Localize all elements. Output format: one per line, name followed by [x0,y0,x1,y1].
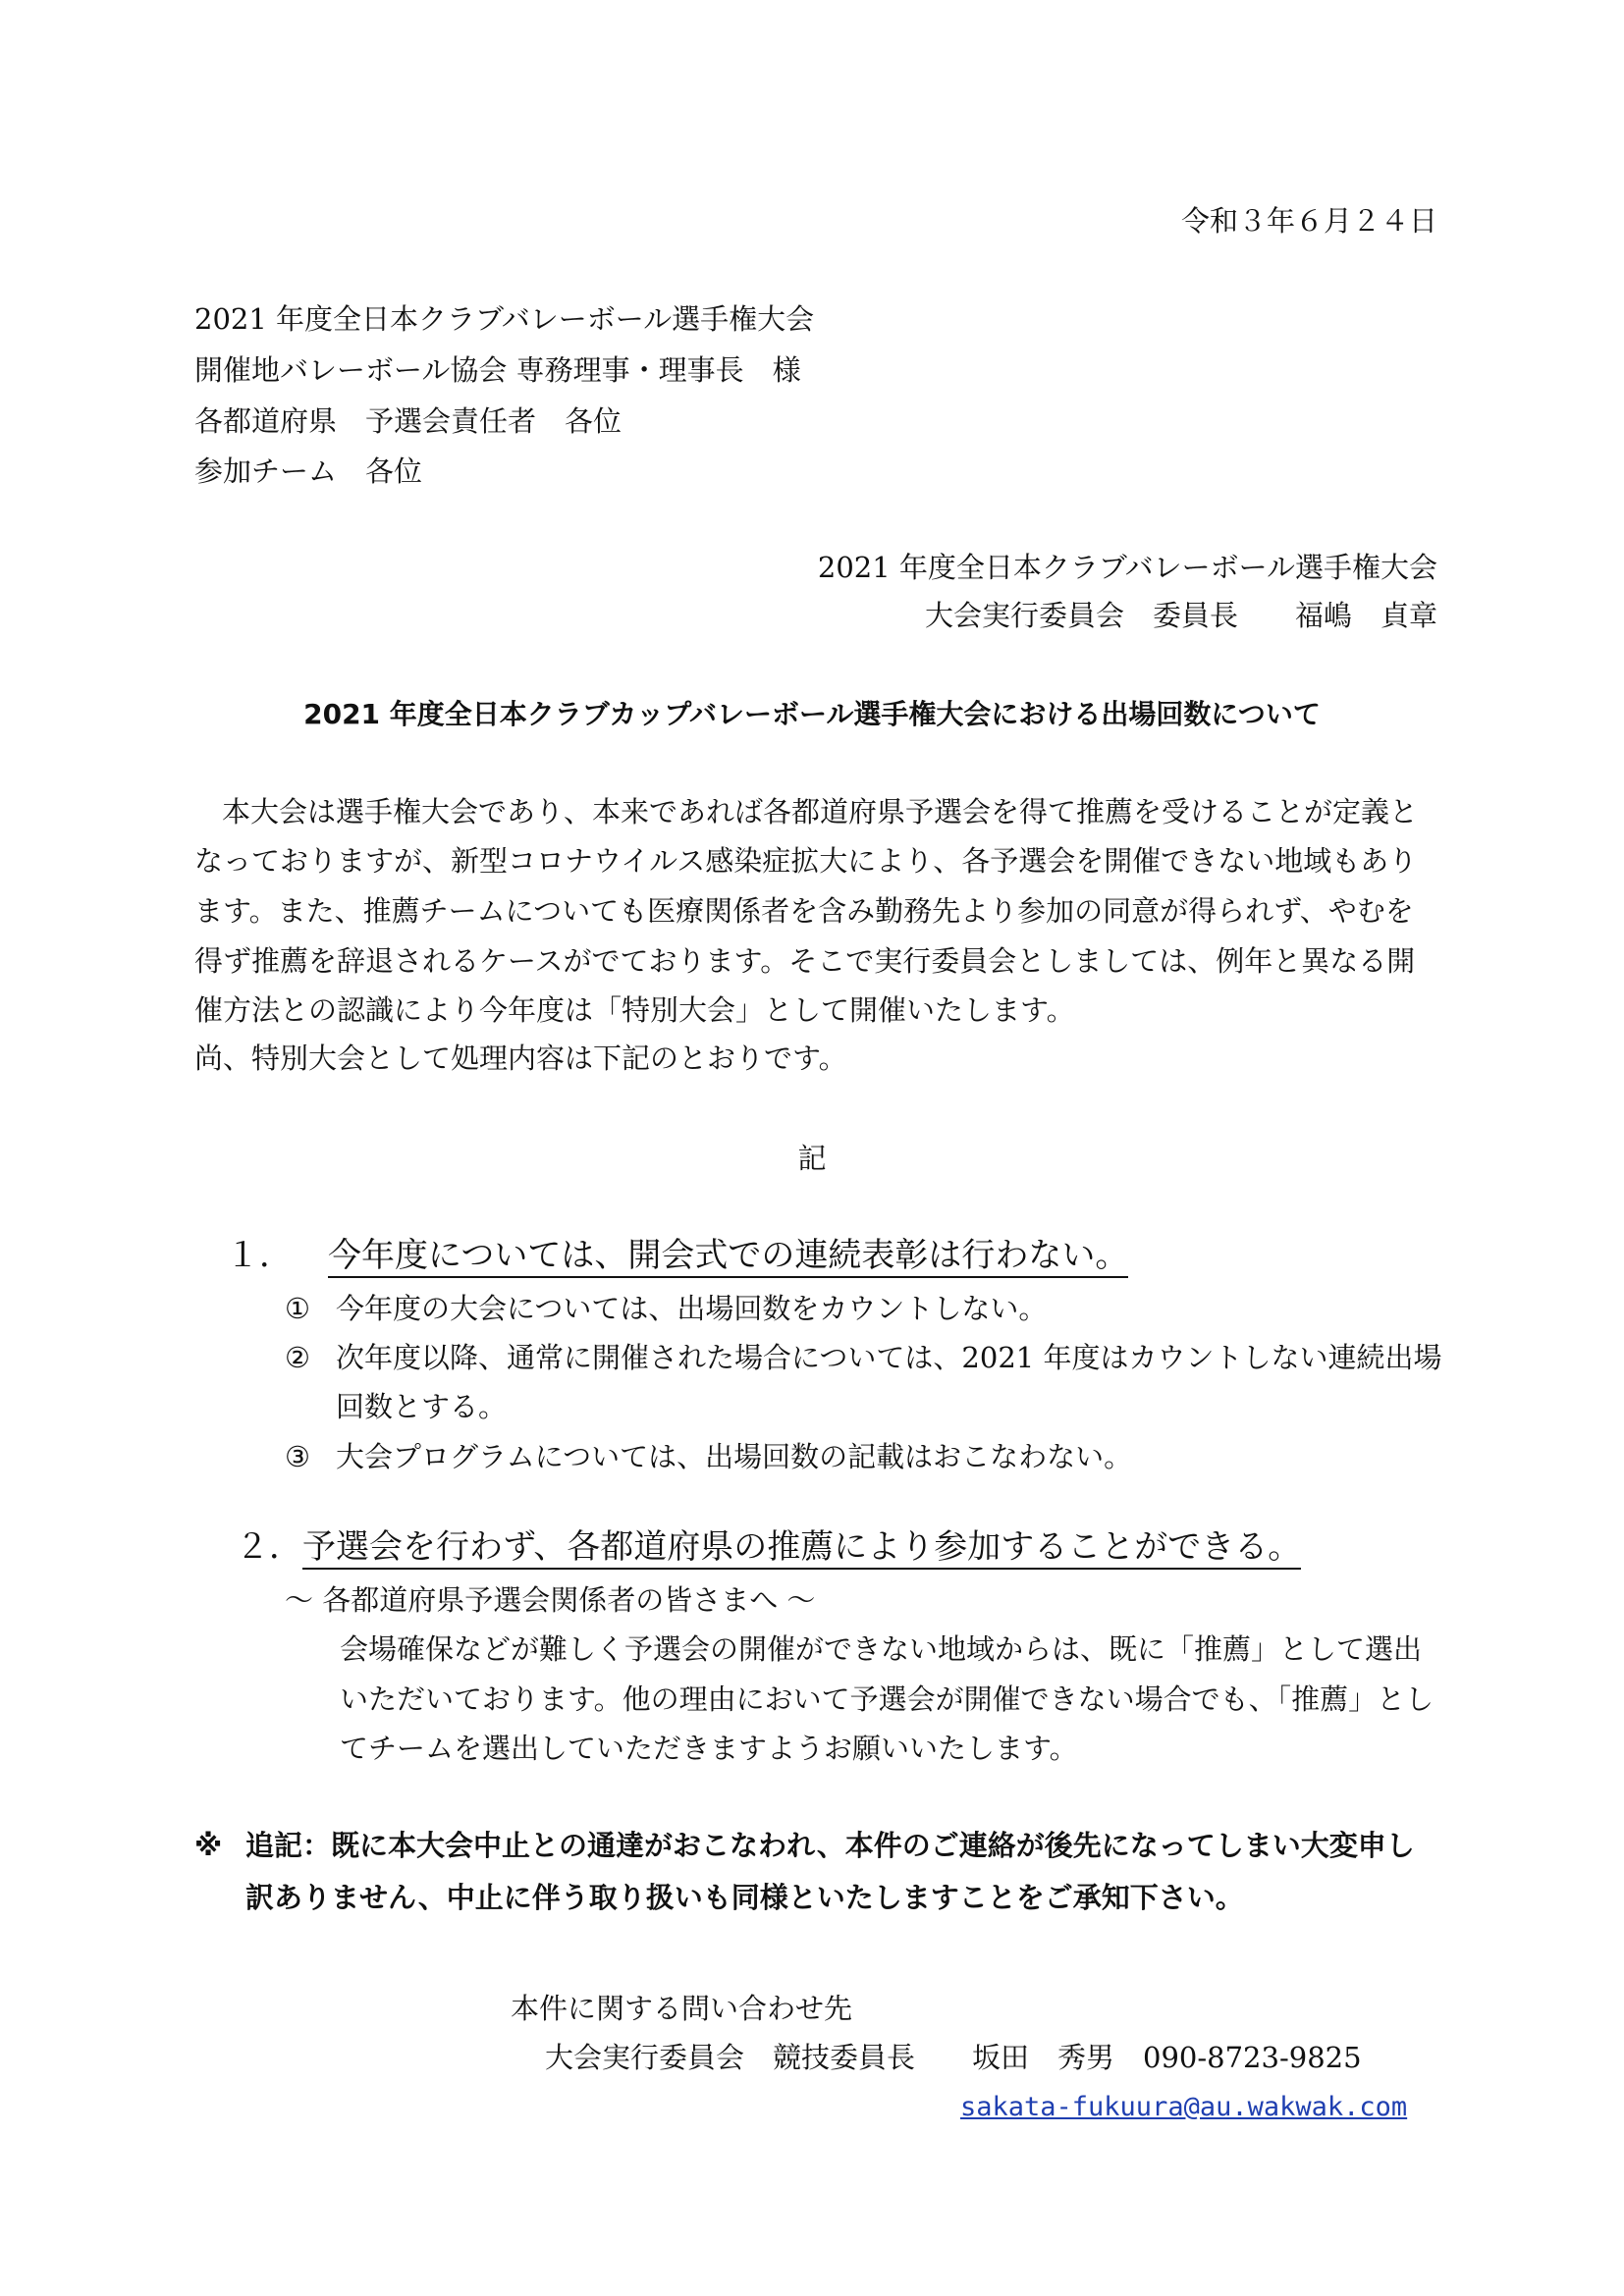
section-2-number: ２． [236,1527,302,1567]
item-text: 大会プログラムについては、出場回数の記載はおこなわない。 [336,1440,1133,1473]
item-marker: ① [285,1292,310,1325]
note-text-continuation: 訳ありません、中止に伴う取り扱いも同様といたしますことをご承知下さい。 [245,1881,1244,1914]
item-text-continuation: 回数とする。 [336,1390,508,1423]
item-marker: ② [285,1341,310,1374]
body-paragraph-line: 尚、特別大会として処理内容は下記のとおりです。 [194,1041,847,1075]
ki-marker: 記 [797,1142,827,1175]
item-text: 次年度以降、通常に開催された場合については、2021 年度はカウントしない連続出場 [336,1341,1442,1374]
note-text: 追記：既に本大会中止との通達がおこなわれ、本件のご連絡が後先になってしまい大変申し [245,1829,1415,1862]
addressee-line: 開催地バレーボール協会 専務理事・理事長 様 [194,353,801,387]
section-1-item [285,1437,1132,1477]
addressee-line: 参加チーム 各位 [194,454,423,488]
document-title: 2021 年度全日本クラブカップバレーボール選手権大会における出場回数について [303,698,1321,730]
section-2-text-line: いただいております。他の理由において予選会が開催できない場合でも、「推薦」とし [340,1682,1435,1716]
body-paragraph-line: 催方法との認識により今年度は「特別大会」として開催いたします。 [194,993,1075,1027]
section-1-heading [226,1233,1128,1280]
section-1-number: １． [226,1236,293,1275]
note-marker: ※ [194,1829,223,1862]
addressee-line: 各都道府県 予選会責任者 各位 [194,404,623,438]
body-paragraph-line: 得ず推薦を辞退されるケースがでております。そこで実行委員会としましては、例年と異なる開 [194,944,1416,978]
item-text: 今年度の大会については、出場回数をカウントしない。 [336,1292,1048,1325]
contact-email-link[interactable]: sakata-fukuura@au.wakwak.com [960,2092,1408,2122]
section-1-item [285,1338,1441,1378]
contact-heading: 本件に関する問い合わせ先 [511,1992,853,2025]
section-2-subheading: ～ 各都道府県予選会関係者の皆さまへ ～ [285,1583,816,1617]
body-paragraph-line: 本大会は選手権大会であり、本来であれば各都道府県予選会を得て推薦を受けることが定義と [222,795,1419,828]
section-1-item [285,1289,1047,1329]
item-marker: ③ [285,1440,310,1473]
postscript-note [194,1826,1415,1866]
addressee-line: 2021 年度全日本クラブバレーボール選手権大会 [194,302,815,336]
document-date: 令和３年６月２４日 [1180,204,1437,238]
section-2-text-line: てチームを選出していただきますようお願いいたします。 [340,1732,1078,1765]
contact-person: 大会実行委員会 競技委員長 坂田 秀男 090-8723-9825 [545,2041,1362,2074]
section-1-title: 今年度については、開会式での連続表彰は行わない。 [328,1236,1128,1278]
sender-organization: 2021 年度全日本クラブバレーボール選手権大会 [817,551,1437,584]
section-2-heading [236,1524,1301,1572]
section-2-text-line: 会場確保などが難しく予選会の開催ができない地域からは、既に「推薦」として選出 [340,1632,1423,1666]
sender-name: 大会実行委員会 委員長 福嶋 貞章 [924,599,1437,632]
body-paragraph-line: なっておりますが、新型コロナウイルス感染症拡大により、各予選会を開催できない地域もあり [194,844,1418,878]
section-2-title: 予選会を行わず、各都道府県の推薦により参加することができる。 [302,1527,1301,1570]
body-paragraph-line: ます。また、推薦チームについても医療関係者を含み勤務先より参加の同意が得られず、やむを [194,894,1414,928]
